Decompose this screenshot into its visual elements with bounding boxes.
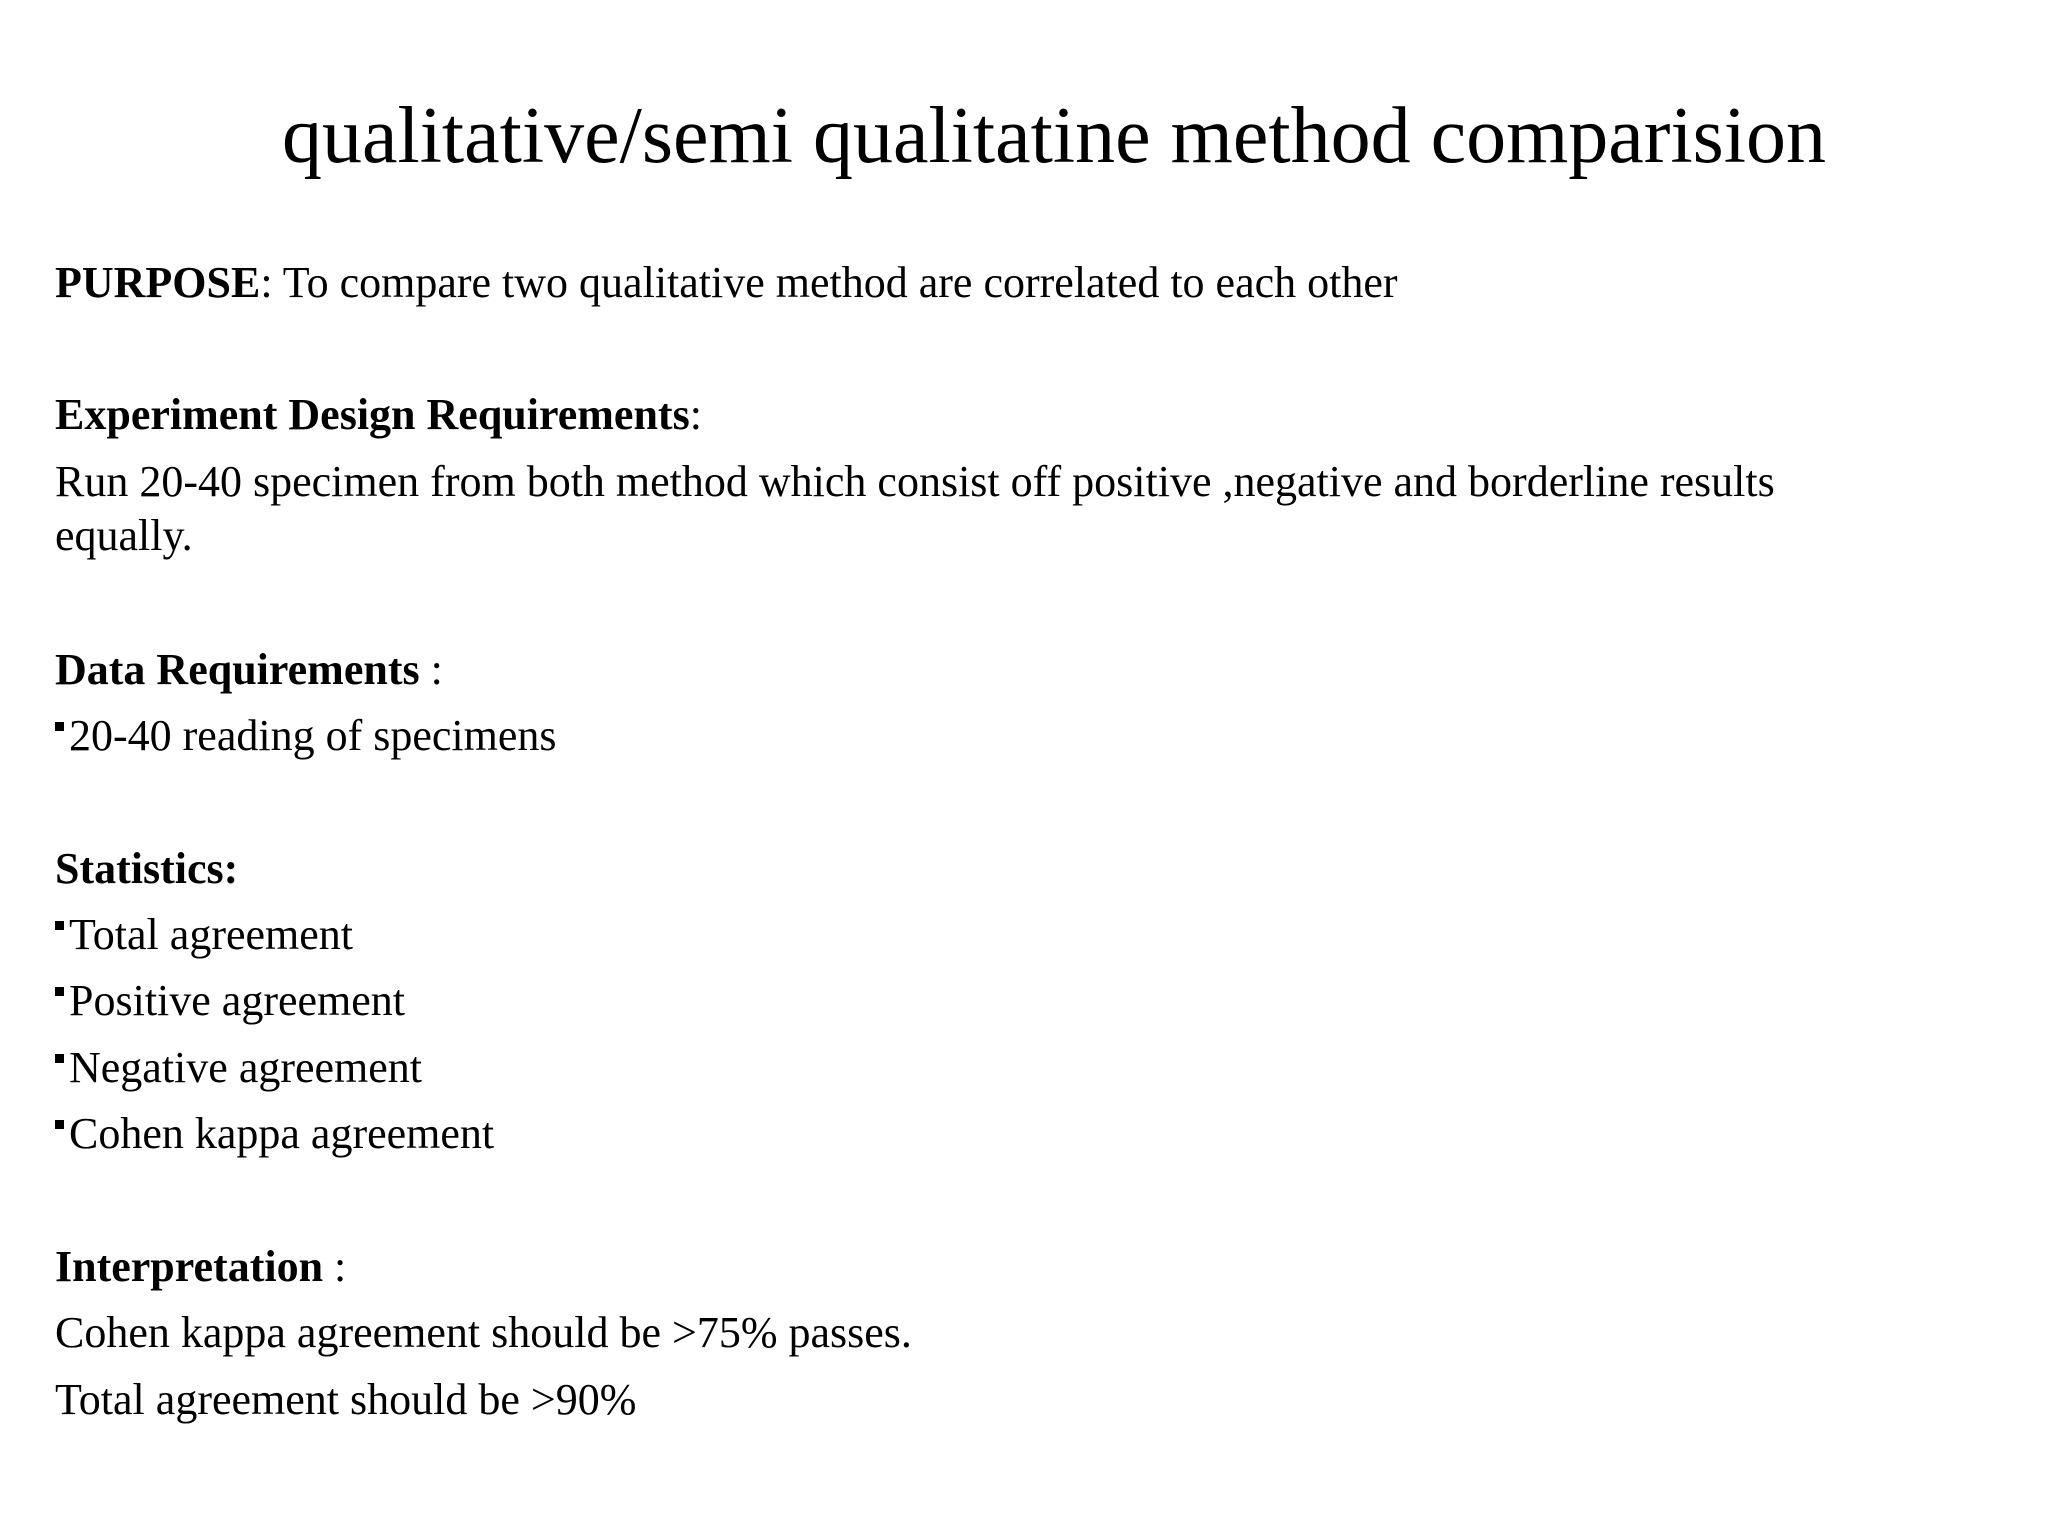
interpretation-heading: Interpretation bbox=[55, 1242, 324, 1291]
statistics-item-text: Total agreement bbox=[69, 910, 354, 959]
interpretation-heading-line bbox=[55, 1240, 346, 1294]
experiment-design-heading-line bbox=[55, 388, 702, 442]
interpretation-suffix: : bbox=[323, 1242, 347, 1291]
statistics-heading bbox=[55, 842, 238, 896]
purpose-line bbox=[55, 256, 1398, 310]
bullet-square-icon bbox=[55, 1120, 64, 1129]
experiment-design-heading: Experiment Design Requirements bbox=[55, 390, 690, 439]
list-item bbox=[55, 1041, 422, 1095]
bullet-square-icon bbox=[55, 1054, 64, 1063]
statistics-heading-text: Statistics: bbox=[55, 844, 239, 893]
bullet-square-icon bbox=[55, 722, 64, 731]
purpose-label: PURPOSE bbox=[55, 258, 261, 307]
statistics-item-text: Positive agreement bbox=[69, 976, 406, 1025]
statistics-item-text: Cohen kappa agreement bbox=[69, 1109, 495, 1158]
data-requirements-suffix: : bbox=[419, 645, 443, 694]
list-item bbox=[55, 709, 557, 763]
list-item bbox=[55, 974, 405, 1028]
experiment-design-body: Run 20-40 specimen from both method which consist off positive ,negative and borderline results equally. bbox=[55, 457, 1775, 560]
bullet-square-icon bbox=[55, 987, 64, 996]
experiment-design-suffix: : bbox=[689, 390, 702, 439]
bullet-square-icon bbox=[55, 921, 64, 930]
purpose-text: : To compare two qualitative method are correlated to each other bbox=[260, 258, 1398, 307]
interpretation-line: Cohen kappa agreement should be >75% passes. bbox=[55, 1308, 912, 1357]
list-item bbox=[55, 908, 353, 962]
data-requirements-heading: Data Requirements bbox=[55, 645, 420, 694]
statistics-item-text: Negative agreement bbox=[69, 1043, 423, 1092]
data-requirement-text: 20-40 reading of specimens bbox=[69, 711, 557, 760]
list-item bbox=[55, 1107, 494, 1161]
data-requirements-heading-line bbox=[55, 643, 443, 697]
slide-title: qualitative/semi qualitatine method comparision bbox=[281, 92, 1827, 180]
interpretation-line: Total agreement should be >90% bbox=[55, 1375, 637, 1424]
